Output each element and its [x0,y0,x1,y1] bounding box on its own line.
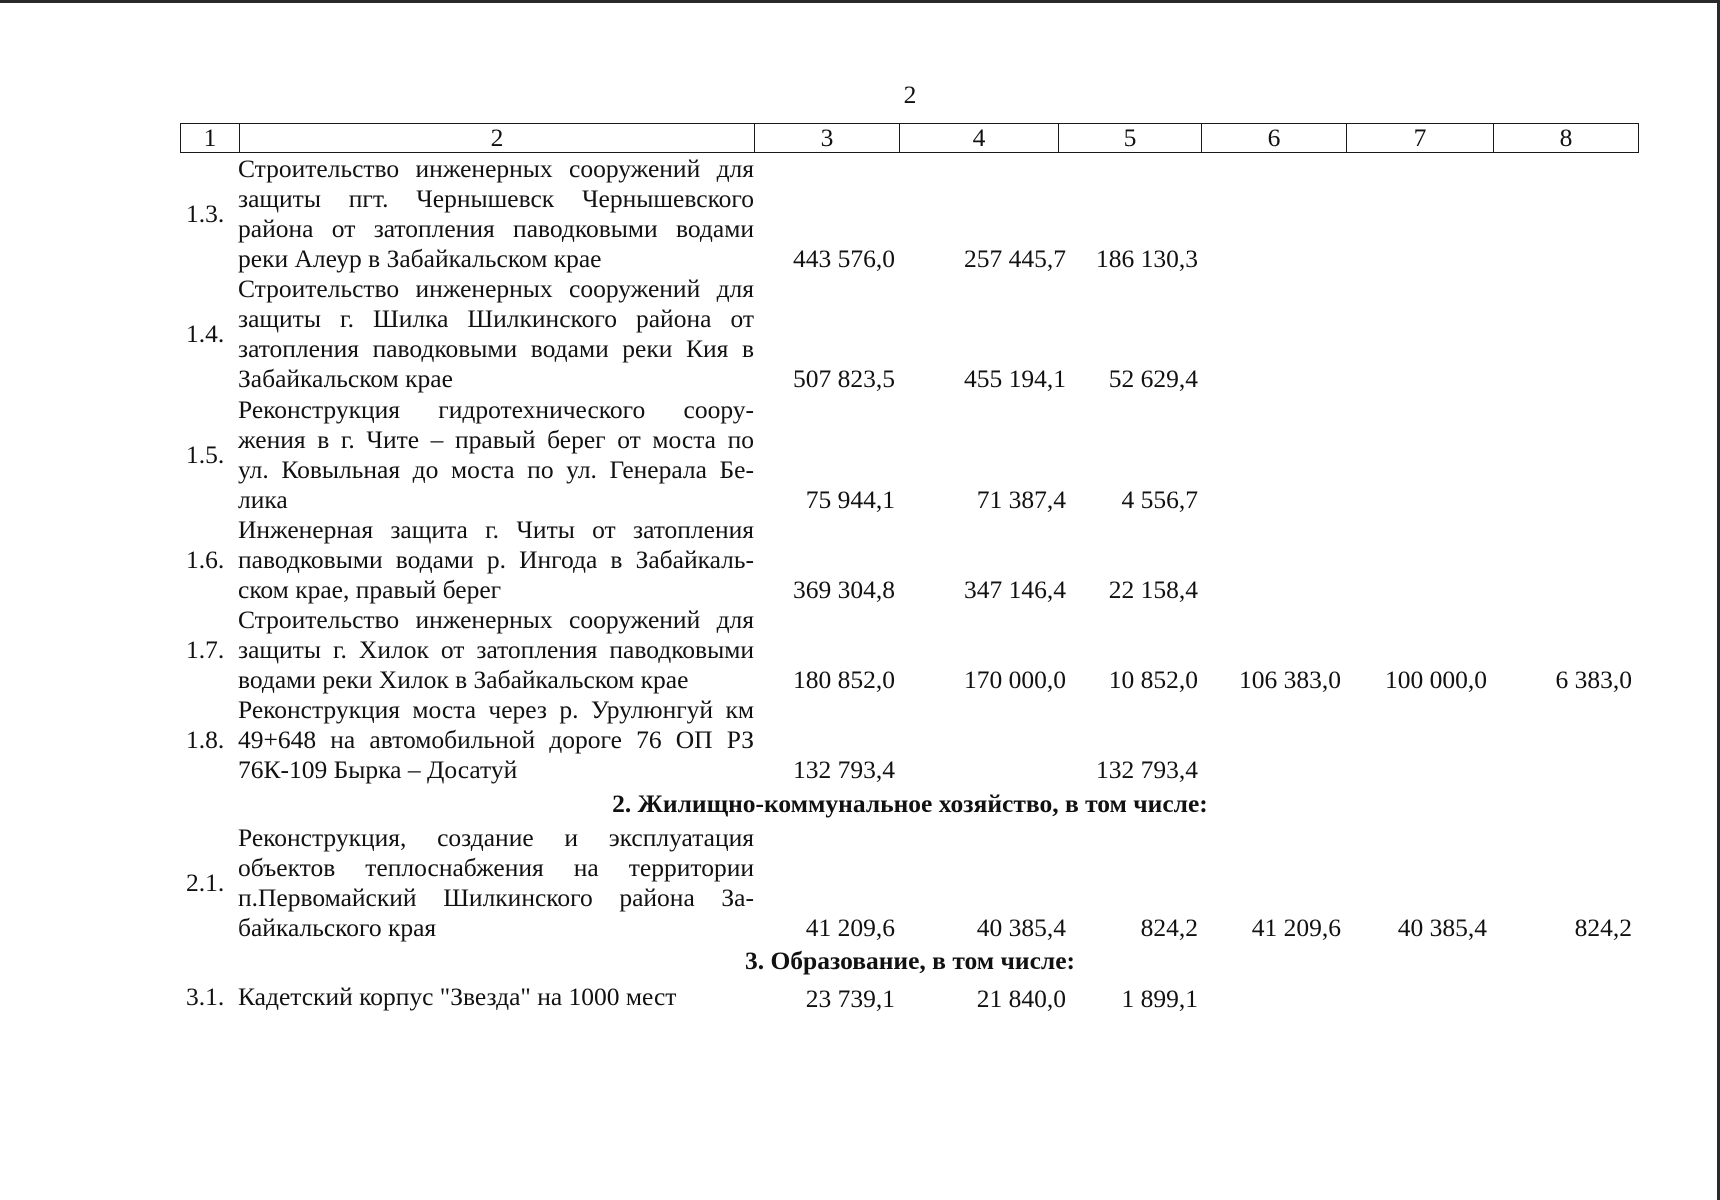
value-col-3: 180 852,0 [793,665,895,694]
section-heading-2: 2. Жилищно-коммунальное хозяйство, в том числе: [612,789,1208,818]
column-header-8: 8 [1494,124,1639,153]
row-number: 1.5. [186,440,225,469]
column-header-1: 1 [181,124,240,153]
row-number: 1.3. [186,199,225,228]
description-line: Реконструкция гидротехнического соору- [238,395,754,424]
value-col-3: 41 209,6 [805,913,895,942]
value-col-5: 10 852,0 [1108,665,1198,694]
description-line: Кадетский корпус "Звезда" на 1000 мест [238,982,677,1011]
row-description [238,395,754,515]
row-number: 1.6. [186,545,225,574]
row-number: 1.7. [186,635,225,664]
value-col-4: 347 146,4 [964,575,1066,604]
description-line: 76К-109 Бырка – Досатуй [238,755,518,784]
row-number: 1.4. [186,319,225,348]
column-header-3: 3 [755,124,900,153]
description-line: Реконструкция, создание и эксплуатация [238,823,754,852]
value-col-5: 22 158,4 [1108,575,1198,604]
column-header-5: 5 [1059,124,1202,153]
description-line: ул. Ковыльная до моста по ул. Генерала Бе- [238,455,754,484]
page-top-border [0,0,1720,3]
value-col-4: 455 194,1 [964,364,1066,393]
value-col-5: 824,2 [1140,913,1198,942]
value-col-4: 257 445,7 [964,244,1066,273]
row-description [238,274,754,394]
description-line: водами реки Хилок в Забайкальском крае [238,665,689,694]
description-line: жения в г. Чите – правый берег от моста по [238,425,754,454]
value-col-4: 170 000,0 [964,665,1066,694]
column-header-6: 6 [1202,124,1347,153]
description-line: байкальского края [238,913,437,942]
row-description [238,605,754,695]
value-col-3: 132 793,4 [793,755,895,784]
description-line: района от затопления паводковыми водами [238,214,754,243]
row-number: 3.1. [186,982,225,1011]
value-col-5: 4 556,7 [1121,485,1198,514]
value-col-5: 186 130,3 [1096,244,1198,273]
description-line: паводковыми водами р. Ингода в Забайкаль- [238,545,754,574]
row-number: 1.8. [186,725,225,754]
value-col-8: 6 383,0 [1555,665,1632,694]
value-col-3: 443 576,0 [793,244,895,273]
section-heading-3: 3. Образование, в том числе: [744,946,1076,975]
description-line: затопления паводковыми водами реки Кия в [238,334,754,363]
value-col-7: 40 385,4 [1397,913,1487,942]
value-col-7: 100 000,0 [1385,665,1487,694]
description-line: Инженерная защита г. Читы от затопления [238,515,754,544]
description-line: защиты г. Шилка Шилкинского района от [238,304,754,333]
description-line: Строительство инженерных сооружений для [238,605,754,634]
value-col-3: 507 823,5 [793,364,895,393]
value-col-3: 75 944,1 [805,485,895,514]
description-line: Реконструкция моста через р. Урулюнгуй км [238,695,754,724]
value-col-4: 21 840,0 [976,984,1066,1013]
value-col-6: 41 209,6 [1251,913,1341,942]
column-header-2: 2 [240,124,755,153]
row-description [238,982,754,1012]
description-line: Забайкальском крае [238,364,453,393]
value-col-5: 52 629,4 [1108,364,1198,393]
description-line: реки Алеур в Забайкальском крае [238,244,602,273]
value-col-4: 71 387,4 [976,485,1066,514]
row-description [238,154,754,274]
row-description [238,823,754,943]
row-description [238,515,754,605]
description-line: ском крае, правый берег [238,575,502,604]
description-line: защиты пгт. Чернышевск Чернышевского [238,184,754,213]
column-number-header [180,123,1639,153]
value-col-3: 23 739,1 [805,984,895,1013]
value-col-3: 369 304,8 [793,575,895,604]
description-line: объектов теплоснабжения на территории [238,853,754,882]
value-col-5: 132 793,4 [1096,755,1198,784]
description-line: 49+648 на автомобильной дороге 76 ОП РЗ [238,725,754,754]
column-header-7: 7 [1347,124,1494,153]
value-col-4: 40 385,4 [976,913,1066,942]
description-line: Строительство инженерных сооружений для [238,274,754,303]
row-description [238,695,754,785]
value-col-5: 1 899,1 [1121,984,1198,1013]
row-number: 2.1. [186,868,225,897]
description-line: лика [238,485,288,514]
page-number: 2 [903,80,917,109]
description-line: Строительство инженерных сооружений для [238,154,754,183]
description-line: защиты г. Хилок от затопления паводковыми [238,635,754,664]
value-col-6: 106 383,0 [1239,665,1341,694]
value-col-8: 824,2 [1574,913,1632,942]
description-line: п.Первомайский Шилкинского района За- [238,883,754,912]
column-header-4: 4 [900,124,1059,153]
